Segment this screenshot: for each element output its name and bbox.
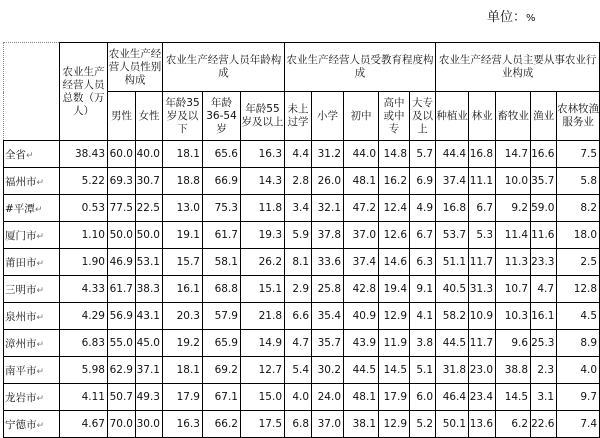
table-cell: 43.9 [344,330,379,357]
table-cell: 37.1 [136,357,163,384]
subheader-cell: 未上过学 [285,92,312,141]
region-name-cell [4,141,60,168]
paragraph-mark: ↵ [36,339,45,350]
table-cell: 18.8 [163,168,203,195]
table-cell: 6.9 [410,168,436,195]
table-cell: 38.3 [136,276,163,303]
table-cell: 65.9 [203,330,241,357]
region-name: 全省 [5,148,26,161]
table-cell: 26.0 [312,168,344,195]
table-cell: 17.9 [163,384,203,411]
table-cell: 5.3 [469,222,496,249]
table-cell: 2.3 [531,357,557,384]
table-cell: 44.0 [344,141,379,168]
table-cell: 19.1 [163,222,203,249]
region-name: 福州市 [5,175,37,188]
subheader-cell: 小学 [312,92,344,141]
table-cell: 12.4 [379,195,410,222]
table-cell: 13.6 [469,411,496,438]
table-cell: 14.6 [379,249,410,276]
region-name: 厦门市 [5,229,37,242]
table-cell: 23.0 [469,357,496,384]
subheader-cell: 高中或中专 [379,92,410,141]
table-cell: 4.1 [410,303,436,330]
table-cell: 37.0 [344,222,379,249]
table-cell: 4.67 [60,411,108,438]
table-cell: 69.3 [108,168,136,195]
table-cell: 31.3 [469,276,496,303]
table-cell: 3.8 [410,330,436,357]
table-cell: 35.7 [531,168,557,195]
region-name-cell [4,195,60,222]
header-gender-group: 农业生产经营人员性别构成 [108,43,163,92]
table-cell: 5.98 [60,357,108,384]
table-cell: 6.2 [496,411,531,438]
table-cell: 75.3 [203,195,241,222]
table-cell: 31.2 [312,141,344,168]
table-cell: 14.8 [379,141,410,168]
table-cell: 6.7 [410,222,436,249]
subheader-cell: 初中 [344,92,379,141]
region-name-cell [4,249,60,276]
table-row [4,303,600,330]
table-cell: 4.29 [60,303,108,330]
table-cell: 42.8 [344,276,379,303]
table-cell: 50.0 [136,222,163,249]
table-cell: 67.1 [203,384,241,411]
region-name-cell [4,222,60,249]
table-cell: 2.5 [557,249,600,276]
table-row [4,276,600,303]
table-cell: 23.3 [531,249,557,276]
region-name: 莆田市 [5,256,37,269]
table-cell: 18.0 [557,222,600,249]
paragraph-mark: ↵ [36,258,45,269]
table-cell: 4.7 [285,330,312,357]
table-cell: 69.2 [203,357,241,384]
table-cell: 8.1 [285,249,312,276]
table-cell: 12.9 [379,411,410,438]
table-cell: 56.9 [108,303,136,330]
subheader-cell: 种植业 [436,92,469,141]
table-cell: 19.4 [379,276,410,303]
table-cell: 40.9 [344,303,379,330]
table-cell: 66.9 [203,168,241,195]
table-cell: 4.11 [60,384,108,411]
table-cell: 3.1 [531,384,557,411]
table-row [4,384,600,411]
region-name: #平潭 [5,202,35,215]
table-row [4,222,600,249]
table-cell: 16.8 [469,141,496,168]
table-row [4,249,600,276]
table-cell: 16.3 [163,411,203,438]
table-row [4,195,600,222]
table-cell: 4.33 [60,276,108,303]
table-cell: 32.1 [312,195,344,222]
table-cell: 17.5 [241,411,285,438]
paragraph-mark: ↵ [36,177,45,188]
table-cell: 11.8 [241,195,285,222]
table-cell: 8.2 [557,195,600,222]
table-cell: 24.0 [312,384,344,411]
table-cell: 53.7 [436,222,469,249]
table-cell: 21.8 [241,303,285,330]
table-row [4,411,600,438]
table-cell: 33.6 [312,249,344,276]
table-cell: 15.1 [241,276,285,303]
subheader-cell: 男性 [108,92,136,141]
header-industry-group: 农业生产经营人员主要从事农业行业构成 [436,43,600,92]
table-cell: 14.5 [379,357,410,384]
table-row [4,357,600,384]
paragraph-mark: ↵ [26,150,34,161]
table-cell: 11.9 [379,330,410,357]
table-cell: 62.9 [108,357,136,384]
table-cell: 19.2 [163,330,203,357]
region-name: 宁德市 [5,418,37,431]
table-cell: 6.7 [469,195,496,222]
table-cell: 16.1 [163,276,203,303]
table-cell: 16.8 [436,195,469,222]
table-cell: 8.9 [557,330,600,357]
header-blank-cell [4,43,60,141]
table-cell: 50.0 [108,222,136,249]
table-cell: 26.2 [241,249,285,276]
table-cell: 30.0 [136,411,163,438]
table-cell: 1.90 [60,249,108,276]
table-cell: 45.0 [136,330,163,357]
table-cell: 5.4 [285,357,312,384]
region-name: 三明市 [5,283,37,296]
subheader-cell: 女性 [136,92,163,141]
table-cell: 38.1 [344,411,379,438]
table-cell: 4.0 [557,357,600,384]
region-name: 漳州市 [5,337,37,350]
table-cell: 10.3 [496,303,531,330]
region-name-cell [4,168,60,195]
table-cell: 12.6 [379,222,410,249]
region-name: 南平市 [5,364,37,377]
table-cell: 11.7 [469,249,496,276]
table-cell: 58.2 [436,303,469,330]
table-cell: 16.6 [531,141,557,168]
statistics-table [3,42,600,438]
table-cell: 70.0 [108,411,136,438]
region-name-cell [4,384,60,411]
table-cell: 22.5 [136,195,163,222]
region-name-cell [4,411,60,438]
table-cell: 12.8 [557,276,600,303]
table-cell: 11.3 [496,249,531,276]
table-cell: 47.2 [344,195,379,222]
table-cell: 5.9 [285,222,312,249]
subheader-cell: 大专及以上 [410,92,436,141]
table-cell: 14.9 [241,330,285,357]
table-cell: 13.0 [163,195,203,222]
subheader-cell: 农林牧渔服务业 [557,92,600,141]
table-cell: 35.7 [312,330,344,357]
table-cell: 9.2 [496,195,531,222]
table-cell: 59.0 [531,195,557,222]
region-name-cell [4,276,60,303]
table-cell: 7.4 [557,411,600,438]
table-cell: 1.10 [60,222,108,249]
table-cell: 10.0 [496,168,531,195]
table-cell: 61.7 [203,222,241,249]
paragraph-mark: ↵ [36,366,45,377]
table-cell: 53.1 [136,249,163,276]
table-cell: 4.4 [285,141,312,168]
table-cell: 14.7 [496,141,531,168]
table-cell: 50.7 [108,384,136,411]
table-cell: 60.0 [108,141,136,168]
table-cell: 50.1 [436,411,469,438]
table-cell: 4.5 [557,303,600,330]
table-cell: 4.7 [531,276,557,303]
header-education-group: 农业生产经营人员受教育程度构成 [285,43,436,92]
paragraph-mark: ↵ [36,231,45,242]
table-cell: 12.9 [379,303,410,330]
table-cell: 5.22 [60,168,108,195]
table-cell: 31.8 [436,357,469,384]
table-cell: 5.8 [557,168,600,195]
table-cell: 46.4 [436,384,469,411]
table-cell: 37.4 [436,168,469,195]
unit-label [487,6,536,25]
table-cell: 49.3 [136,384,163,411]
paragraph-mark: ↵ [34,204,43,215]
table-cell: 16.1 [531,303,557,330]
table-row [4,168,600,195]
table-cell: 2.8 [285,168,312,195]
subheader-cell: 林业 [469,92,496,141]
paragraph-mark: ↵ [36,312,45,323]
table-cell: 35.4 [312,303,344,330]
subheader-cell: 年龄35岁及以下 [163,92,203,141]
table-cell: 16.2 [379,168,410,195]
table-cell: 12.7 [241,357,285,384]
table-cell: 9.6 [496,330,531,357]
table-cell: 0.53 [60,195,108,222]
table-cell: 40.0 [136,141,163,168]
table-cell: 11.6 [531,222,557,249]
table-cell: 44.5 [344,357,379,384]
region-name-cell [4,330,60,357]
table-cell: 4.0 [285,384,312,411]
subheader-cell: 年龄55岁及以上 [241,92,285,141]
table-cell: 9.1 [410,276,436,303]
table-cell: 57.9 [203,303,241,330]
table-cell: 6.6 [285,303,312,330]
table-cell: 37.4 [344,249,379,276]
table-cell: 46.9 [108,249,136,276]
table-row [4,141,600,168]
table-cell: 11.7 [469,330,496,357]
table-cell: 7.5 [557,141,600,168]
table-cell: 68.8 [203,276,241,303]
table-cell: 61.7 [108,276,136,303]
paragraph-mark: ↵ [36,393,45,404]
table-cell: 18.1 [163,141,203,168]
table-cell: 48.1 [344,168,379,195]
table-cell: 6.8 [285,411,312,438]
table-cell: 65.6 [203,141,241,168]
table-cell: 14.3 [241,168,285,195]
table-cell: 17.9 [379,384,410,411]
table-row [4,330,600,357]
header-age-group: 农业生产经营人员年龄构成 [163,43,285,92]
table-cell: 9.7 [557,384,600,411]
table-cell: 51.1 [436,249,469,276]
table-cell: 43.1 [136,303,163,330]
table-cell: 10.9 [469,303,496,330]
table-cell: 20.3 [163,303,203,330]
region-name-cell [4,303,60,330]
table-cell: 18.1 [163,357,203,384]
table-cell: 5.1 [410,357,436,384]
table-cell: 40.5 [436,276,469,303]
table-cell: 5.2 [410,411,436,438]
table-cell: 15.0 [241,384,285,411]
table-cell: 23.4 [469,384,496,411]
table-cell: 4.9 [410,195,436,222]
region-name: 龙岩市 [5,391,37,404]
table-cell: 55.0 [108,330,136,357]
table-cell: 44.5 [436,330,469,357]
table-cell: 10.7 [496,276,531,303]
table-cell: 30.2 [312,357,344,384]
table-cell: 22.6 [531,411,557,438]
table-cell: 25.3 [531,330,557,357]
unit-label-text: 单位： [487,10,527,25]
unit-symbol: % [526,13,536,24]
table-cell: 38.43 [60,141,108,168]
table-cell: 2.9 [285,276,312,303]
header-total: 农业生产经营人员总数（万人） [60,43,108,141]
table-cell: 14.5 [496,384,531,411]
table-cell: 3.4 [285,195,312,222]
table-cell: 48.1 [344,384,379,411]
table-cell: 15.7 [163,249,203,276]
subheader-cell: 渔业 [531,92,557,141]
table-cell: 38.8 [496,357,531,384]
table-cell: 77.5 [108,195,136,222]
table-cell: 11.4 [496,222,531,249]
table-cell: 11.1 [469,168,496,195]
table-cell: 6.83 [60,330,108,357]
table-cell: 58.1 [203,249,241,276]
region-name-cell [4,357,60,384]
paragraph-mark: ↵ [36,285,45,296]
subheader-cell: 年龄36-54岁 [203,92,241,141]
table-cell: 44.4 [436,141,469,168]
table-body [4,141,600,438]
table-cell: 37.8 [312,222,344,249]
table-cell: 19.3 [241,222,285,249]
table-cell: 37.0 [312,411,344,438]
region-name: 泉州市 [5,310,37,323]
table-cell: 25.8 [312,276,344,303]
table-cell: 5.7 [410,141,436,168]
table-cell: 66.2 [203,411,241,438]
paragraph-mark: ↵ [36,420,45,431]
table-cell: 30.7 [136,168,163,195]
subheader-cell: 畜牧业 [496,92,531,141]
table-cell: 6.0 [410,384,436,411]
table-cell: 16.3 [241,141,285,168]
table-cell: 6.3 [410,249,436,276]
